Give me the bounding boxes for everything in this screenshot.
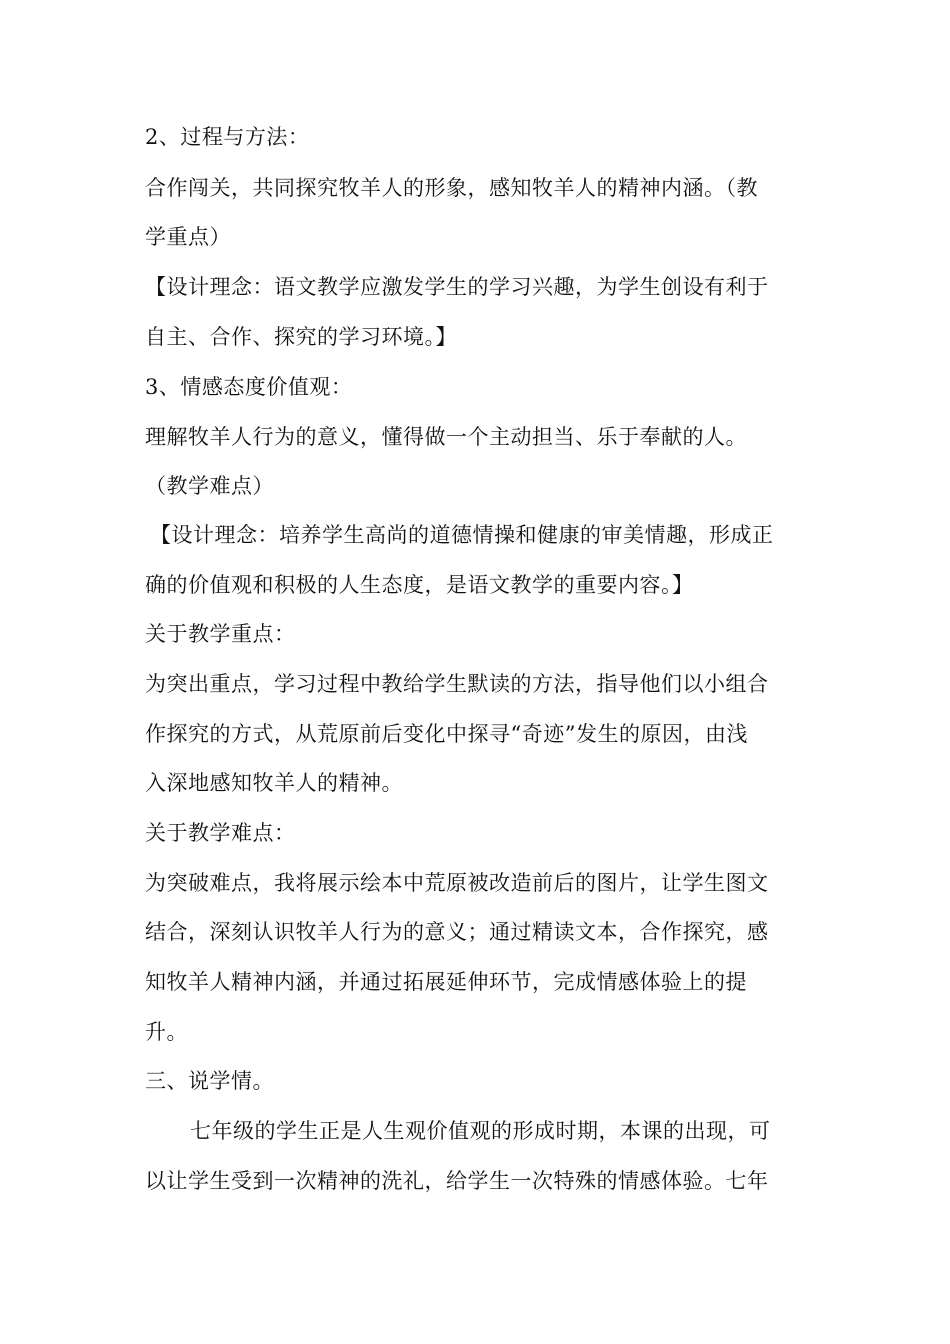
- paragraph-line: 以让学生受到一次精神的洗礼，给学生一次特殊的情感体验。七年: [145, 1169, 769, 1193]
- paragraph-line: 作探究的方式，从荒原前后变化中探寻“奇迹”发生的原因，由浅: [145, 722, 748, 746]
- heading-student-situation: 三、说学情。: [145, 1069, 274, 1093]
- heading-emotion-values: 3、情感态度价值观：: [145, 375, 353, 399]
- heading-difficult-point: 关于教学难点：: [145, 821, 296, 845]
- paragraph-line: 结合，深刻认识牧羊人行为的意义；通过精读文本，合作探究，感: [145, 920, 769, 944]
- design-concept-line: 自主、合作、探究的学习环境。】: [145, 325, 457, 349]
- paragraph-line: 知牧羊人精神内涵，并通过拓展延伸环节，完成情感体验上的提: [145, 970, 747, 994]
- paragraph-line: 入深地感知牧羊人的精神。: [145, 771, 403, 795]
- design-concept-line: 确的价值观和积极的人生态度，是语文教学的重要内容。】: [145, 573, 694, 597]
- paragraph-line: 为突破难点，我将展示绘本中荒原被改造前后的图片，让学生图文: [145, 871, 769, 895]
- paragraph-line: （教学难点）: [145, 474, 274, 498]
- paragraph-line: 七年级的学生正是人生观价值观的形成时期，本课的出现，可: [190, 1119, 771, 1143]
- heading-process-method: 2、过程与方法：: [145, 125, 310, 149]
- paragraph-line: 升。: [145, 1020, 188, 1044]
- paragraph-line: 合作闯关，共同探究牧羊人的形象，感知牧羊人的精神内涵。（教: [145, 176, 758, 200]
- heading-key-point: 关于教学重点：: [145, 622, 296, 646]
- design-concept-line: 【设计理念：语文教学应激发学生的学习兴趣，为学生创设有利于: [145, 275, 769, 299]
- paragraph-line: 理解牧羊人行为的意义，懂得做一个主动担当、乐于奉献的人。: [145, 425, 747, 449]
- paragraph-line: 为突出重点，学习过程中教给学生默读的方法，指导他们以小组合: [145, 672, 769, 696]
- paragraph-line: 学重点）: [145, 225, 231, 249]
- design-concept-line: 【设计理念：培养学生高尚的道德情操和健康的审美情趣，形成正: [150, 523, 774, 547]
